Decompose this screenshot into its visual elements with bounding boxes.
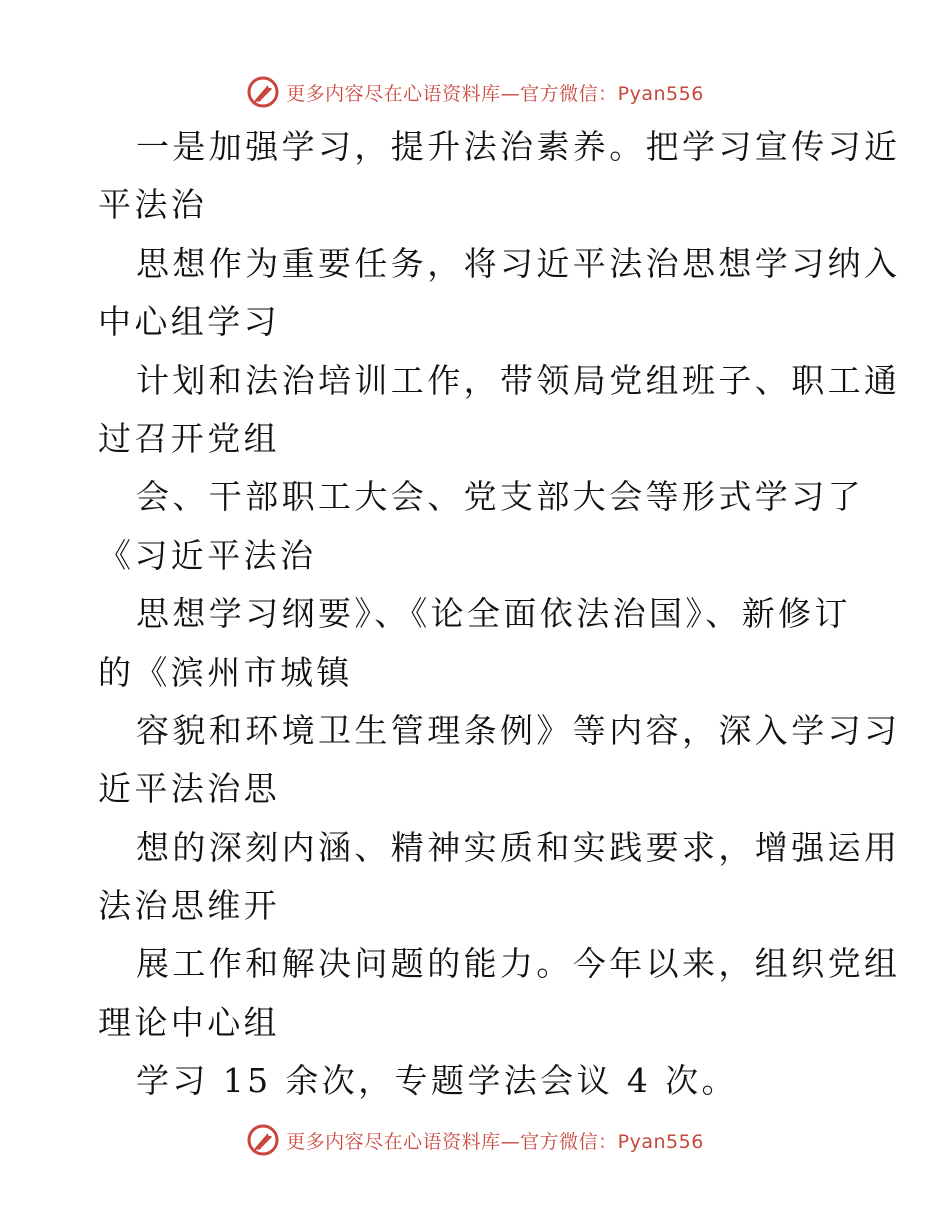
- text-line: 思想学习纲要》、《论全面依法治国》、新修订: [136, 594, 851, 634]
- text-line: 容貌和环境卫生管理条例》等内容，深入学习习: [136, 710, 901, 750]
- text-line: 的《滨州市城镇: [98, 652, 353, 692]
- text-line: 法治思维开: [98, 886, 280, 926]
- watermark-text: 更多内容尽在心语资料库—官方微信：Pyan556: [286, 82, 704, 105]
- pen-nib-logo-icon: [246, 1123, 280, 1157]
- text-line: 思想作为重要任务，将习近平法治思想学习纳入: [136, 243, 901, 283]
- text-line: 学习 15 余次，专题学法会议 4 次。: [136, 1061, 738, 1101]
- text-line: 中心组学习: [98, 302, 280, 342]
- watermark-text: 更多内容尽在心语资料库—官方微信：Pyan556: [286, 1130, 704, 1153]
- text-line: 近平法治思: [98, 769, 280, 809]
- document-body: [98, 118, 901, 1111]
- footer-watermark: [0, 1120, 950, 1160]
- header-watermark: [0, 72, 950, 112]
- text-line: 过召开党组: [98, 418, 280, 458]
- pen-nib-logo-icon: [246, 75, 280, 109]
- text-line: 《习近平法治: [98, 535, 317, 575]
- text-line: 理论中心组: [98, 1002, 280, 1042]
- text-line: 计划和法治培训工作，带领局党组班子、职工通: [136, 360, 901, 400]
- text-line: 展工作和解决问题的能力。今年以来，组织党组: [136, 944, 901, 984]
- text-line: 想的深刻内涵、精神实质和实践要求，增强运用: [136, 827, 901, 867]
- text-line: 一是加强学习，提升法治素养。把学习宣传习近: [136, 127, 901, 166]
- text-line: 会、干部职工大会、党支部大会等形式学习了: [136, 477, 864, 517]
- text-line: 平法治: [98, 185, 208, 225]
